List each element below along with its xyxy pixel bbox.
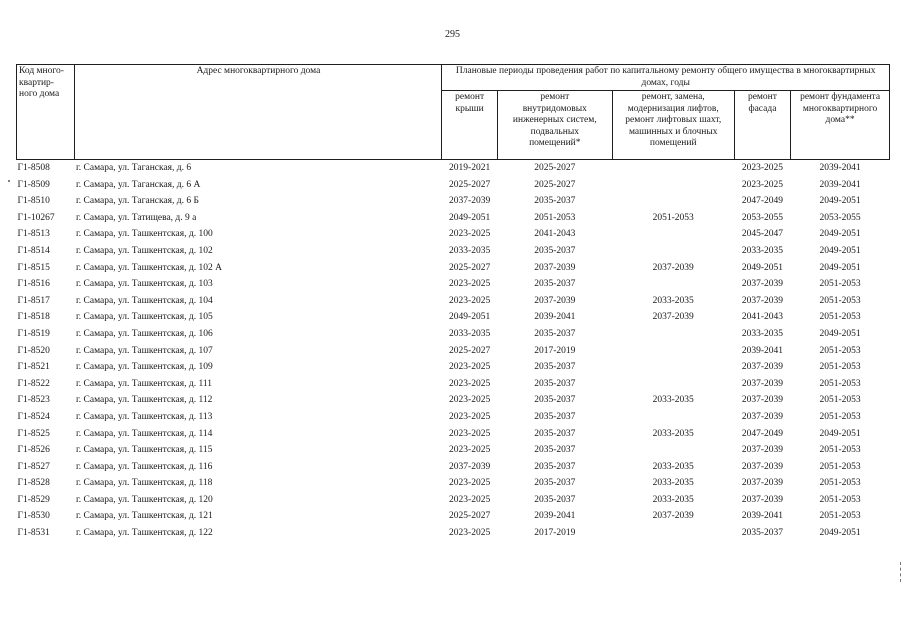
house-code-cell: Г1-8516 (17, 279, 50, 290)
address-cell: г. Самара, ул. Таганская, д. 6 Б (75, 196, 199, 207)
facade-period-cell: 2039-2041 (741, 511, 784, 522)
address-cell: г. Самара, ул. Ташкентская, д. 116 (75, 461, 213, 472)
foundation-period-cell: 2039-2041 (819, 163, 861, 173)
engineering-period-cell: 2035-2037 (534, 279, 576, 290)
house-code-cell: Г1-8510 (17, 196, 50, 207)
facade-period-cell: 2047-2049 (741, 196, 784, 207)
foundation-period-cell: 2049-2051 (819, 328, 861, 339)
table-row (17, 293, 890, 310)
address-cell: г. Самара, ул. Ташкентская, д. 122 (75, 528, 213, 539)
lift-period-cell: 2037-2039 (652, 262, 694, 273)
house-code-cell: Г1-8515 (17, 262, 50, 273)
repair-schedule-table (16, 64, 890, 542)
roof-period-cell: 2037-2039 (449, 461, 491, 472)
engineering-period-cell: 2035-2037 (534, 395, 576, 406)
address-cell: г. Самара, ул. Ташкентская, д. 100 (75, 229, 213, 240)
roof-period-cell: 2023-2025 (449, 295, 491, 306)
lift-period-cell (612, 359, 734, 376)
facade-period-cell: 2023-2025 (741, 179, 784, 190)
lift-period-cell (612, 193, 734, 210)
house-code-cell: Г1-8521 (17, 362, 50, 373)
facade-period-cell: 2049-2051 (741, 262, 784, 273)
address-cell: г. Самара, ул. Ташкентская, д. 102 (75, 245, 213, 256)
address-cell: г. Самара, ул. Таганская, д. 6 А (75, 179, 201, 190)
facade-period-cell: 2039-2041 (741, 345, 784, 356)
table-row (17, 392, 890, 409)
foundation-period-cell: 2051-2053 (819, 312, 861, 323)
header-foundation-repair: ремонт фундамента многоквартирного дома** (791, 91, 890, 160)
facade-period-cell: 2037-2039 (741, 478, 784, 489)
engineering-period-cell: 2035-2037 (534, 411, 576, 422)
address-cell: г. Самара, ул. Ташкентская, д. 111 (75, 378, 212, 389)
house-code-cell: Г1-8519 (17, 328, 50, 339)
table-row (17, 177, 890, 194)
foundation-period-cell: 2039-2041 (819, 179, 861, 190)
roof-period-cell: 2025-2027 (449, 345, 491, 356)
table-row (17, 492, 890, 509)
facade-period-cell: 2037-2039 (741, 279, 784, 290)
table-row (17, 243, 890, 260)
table-row (17, 409, 890, 426)
table-row (17, 210, 890, 227)
engineering-period-cell: 2037-2039 (534, 262, 576, 273)
lift-period-cell: 2033-2035 (652, 478, 694, 489)
table-row (17, 508, 890, 525)
foundation-period-cell: 2051-2053 (819, 461, 861, 472)
foundation-period-cell: 2051-2053 (819, 445, 861, 456)
facade-period-cell: 2037-2039 (741, 445, 784, 456)
engineering-period-cell: 2035-2037 (534, 461, 576, 472)
house-code-cell: Г1-8522 (17, 378, 50, 389)
engineering-period-cell: 2035-2037 (534, 245, 576, 256)
table-row (17, 359, 890, 376)
house-code-cell: Г1-8529 (17, 494, 50, 505)
address-cell: г. Самара, ул. Ташкентская, д. 120 (75, 494, 213, 505)
facade-period-cell: 2053-2055 (741, 212, 784, 223)
header-planned-periods: Плановые периоды проведения работ по капитальному ремонту общего имущества в многоквартирных домах, годы (442, 65, 890, 91)
lift-period-cell: 2037-2039 (652, 312, 694, 323)
lift-period-cell: 2033-2035 (652, 295, 694, 306)
facade-period-cell: 2045-2047 (741, 229, 784, 240)
house-code-cell: Г1-8523 (17, 395, 50, 406)
engineering-period-cell: 2035-2037 (534, 362, 576, 373)
roof-period-cell: 2033-2035 (449, 245, 491, 256)
header-roof-repair: ремонт крыши (442, 91, 497, 160)
house-code-cell: Г1-8524 (17, 411, 50, 422)
header-lift-repair: ремонт, замена, модернизация лифтов, ремонт лифтовых шахт, машинных и блочных помещений (612, 91, 734, 160)
house-code-cell: Г1-8509 (17, 179, 50, 190)
foundation-period-cell: 2051-2053 (819, 494, 861, 505)
engineering-period-cell: 2039-2041 (534, 312, 576, 323)
page-number: 295 (445, 29, 460, 40)
facade-period-cell: 2037-2039 (741, 378, 784, 389)
house-code-cell: Г1-8520 (17, 345, 50, 356)
roof-period-cell: 2049-2051 (449, 212, 491, 223)
foundation-period-cell: 2051-2053 (819, 345, 861, 356)
roof-period-cell: 2023-2025 (449, 362, 491, 373)
address-cell: г. Самара, ул. Ташкентская, д. 105 (75, 312, 213, 323)
roof-period-cell: 2023-2025 (449, 378, 491, 389)
engineering-period-cell: 2035-2037 (534, 445, 576, 456)
engineering-period-cell: 2035-2037 (534, 478, 576, 489)
foundation-period-cell: 2051-2053 (819, 395, 861, 406)
roof-period-cell: 2025-2027 (449, 179, 491, 190)
address-cell: г. Самара, ул. Ташкентская, д. 121 (75, 511, 213, 522)
foundation-period-cell: 2051-2053 (819, 478, 861, 489)
address-cell: г. Самара, ул. Ташкентская, д. 102 А (75, 262, 222, 273)
header-facade-repair: ремонт фасада (734, 91, 790, 160)
facade-period-cell: 2033-2035 (741, 328, 784, 339)
foundation-period-cell: 2051-2053 (819, 511, 861, 522)
foundation-period-cell: 2049-2051 (819, 528, 861, 539)
engineering-period-cell: 2037-2039 (534, 295, 576, 306)
roof-period-cell: 2023-2025 (449, 395, 491, 406)
roof-period-cell: 2023-2025 (449, 494, 491, 505)
table-row (17, 260, 890, 277)
table-row (17, 309, 890, 326)
house-code-cell: Г1-8518 (17, 312, 50, 323)
scan-speck (8, 180, 10, 182)
foundation-period-cell: 2051-2053 (819, 362, 861, 373)
address-cell: г. Самара, ул. Таганская, д. 6 (75, 163, 192, 173)
foundation-period-cell: 2051-2053 (819, 411, 861, 422)
engineering-period-cell: 2017-2019 (534, 345, 576, 356)
lift-period-cell (612, 177, 734, 194)
facade-period-cell: 2037-2039 (741, 411, 784, 422)
foundation-period-cell: 2049-2051 (819, 428, 861, 439)
roof-period-cell: 2023-2025 (449, 428, 491, 439)
foundation-period-cell: 2051-2053 (819, 295, 861, 306)
house-code-cell: Г1-10267 (17, 212, 55, 223)
facade-period-cell: 2033-2035 (741, 245, 784, 256)
engineering-period-cell: 2017-2019 (534, 528, 576, 539)
foundation-period-cell: 2049-2051 (819, 245, 861, 256)
table-row (17, 326, 890, 343)
engineering-period-cell: 2035-2037 (534, 494, 576, 505)
roof-period-cell: 2037-2039 (449, 196, 491, 207)
house-code-cell: Г1-8526 (17, 445, 50, 456)
engineering-period-cell: 2025-2027 (534, 163, 576, 173)
address-cell: г. Самара, ул. Ташкентская, д. 118 (75, 478, 213, 489)
house-code-cell: Г1-8527 (17, 461, 50, 472)
facade-period-cell: 2037-2039 (741, 494, 784, 505)
table-row (17, 276, 890, 293)
foundation-period-cell: 2049-2051 (819, 262, 861, 273)
engineering-period-cell: 2025-2027 (534, 179, 576, 190)
lift-period-cell (612, 160, 734, 177)
lift-period-cell (612, 376, 734, 393)
address-cell: г. Самара, ул. Татищева, д. 9 а (75, 212, 197, 223)
address-cell: г. Самара, ул. Ташкентская, д. 112 (75, 395, 213, 406)
table-row (17, 426, 890, 443)
roof-period-cell: 2025-2027 (449, 511, 491, 522)
roof-period-cell: 2049-2051 (449, 312, 491, 323)
lift-period-cell (612, 326, 734, 343)
foundation-period-cell: 2049-2051 (819, 196, 861, 207)
roof-period-cell: 2025-2027 (449, 262, 491, 273)
facade-period-cell: 2023-2025 (741, 163, 784, 173)
address-cell: г. Самара, ул. Ташкентская, д. 104 (75, 295, 213, 306)
house-code-cell: Г1-8530 (17, 511, 50, 522)
engineering-period-cell: 2035-2037 (534, 428, 576, 439)
lift-period-cell: 2051-2053 (652, 212, 694, 223)
address-cell: г. Самара, ул. Ташкентская, д. 114 (75, 428, 213, 439)
table-row (17, 442, 890, 459)
engineering-period-cell: 2051-2053 (534, 212, 576, 223)
house-code-cell: Г1-8517 (17, 295, 50, 306)
table-body (17, 160, 890, 542)
roof-period-cell: 2023-2025 (449, 229, 491, 240)
lift-period-cell (612, 525, 734, 542)
address-cell: г. Самара, ул. Ташкентская, д. 115 (75, 445, 213, 456)
house-code-cell: Г1-8531 (17, 528, 50, 539)
table-row (17, 226, 890, 243)
roof-period-cell: 2023-2025 (449, 445, 491, 456)
engineering-period-cell: 2035-2037 (534, 378, 576, 389)
scan-edge-mark (900, 562, 902, 582)
table-row (17, 525, 890, 542)
table-row (17, 193, 890, 210)
header-address: Адрес многоквартирного дома (75, 65, 442, 160)
facade-period-cell: 2041-2043 (741, 312, 784, 323)
house-code-cell: Г1-8528 (17, 478, 50, 489)
header-house-code: Код много- квартир- ного дома (17, 65, 75, 160)
foundation-period-cell: 2051-2053 (819, 279, 861, 290)
lift-period-cell (612, 243, 734, 260)
address-cell: г. Самара, ул. Ташкентская, д. 106 (75, 328, 213, 339)
facade-period-cell: 2037-2039 (741, 461, 784, 472)
house-code-cell: Г1-8514 (17, 245, 50, 256)
lift-period-cell: 2033-2035 (652, 494, 694, 505)
foundation-period-cell: 2051-2053 (819, 378, 861, 389)
table-row (17, 160, 890, 177)
lift-period-cell: 2033-2035 (652, 395, 694, 406)
engineering-period-cell: 2039-2041 (534, 511, 576, 522)
table-row (17, 459, 890, 476)
table-row (17, 376, 890, 393)
facade-period-cell: 2037-2039 (741, 395, 784, 406)
roof-period-cell: 2023-2025 (449, 478, 491, 489)
lift-period-cell (612, 409, 734, 426)
foundation-period-cell: 2053-2055 (819, 212, 861, 223)
facade-period-cell: 2035-2037 (741, 528, 784, 539)
address-cell: г. Самара, ул. Ташкентская, д. 107 (75, 345, 213, 356)
foundation-period-cell: 2049-2051 (819, 229, 861, 240)
engineering-period-cell: 2035-2037 (534, 328, 576, 339)
roof-period-cell: 2019-2021 (449, 163, 491, 173)
house-code-cell: Г1-8525 (17, 428, 50, 439)
roof-period-cell: 2023-2025 (449, 528, 491, 539)
lift-period-cell (612, 226, 734, 243)
table-row (17, 343, 890, 360)
roof-period-cell: 2033-2035 (449, 328, 491, 339)
facade-period-cell: 2047-2049 (741, 428, 784, 439)
engineering-period-cell: 2041-2043 (534, 229, 576, 240)
table-header (17, 65, 890, 160)
lift-period-cell: 2037-2039 (652, 511, 694, 522)
lift-period-cell (612, 343, 734, 360)
address-cell: г. Самара, ул. Ташкентская, д. 113 (75, 411, 213, 422)
lift-period-cell (612, 442, 734, 459)
facade-period-cell: 2037-2039 (741, 362, 784, 373)
engineering-period-cell: 2035-2037 (534, 196, 576, 207)
house-code-cell: Г1-8508 (17, 163, 50, 173)
address-cell: г. Самара, ул. Ташкентская, д. 109 (75, 362, 213, 373)
address-cell: г. Самара, ул. Ташкентская, д. 103 (75, 279, 213, 290)
lift-period-cell (612, 276, 734, 293)
house-code-cell: Г1-8513 (17, 229, 50, 240)
roof-period-cell: 2023-2025 (449, 411, 491, 422)
lift-period-cell: 2033-2035 (652, 428, 694, 439)
table-row (17, 475, 890, 492)
lift-period-cell: 2033-2035 (652, 461, 694, 472)
roof-period-cell: 2023-2025 (449, 279, 491, 290)
header-engineering-repair: ремонт внутридомовых инженерных систем, подвальных помещений* (497, 91, 612, 160)
facade-period-cell: 2037-2039 (741, 295, 784, 306)
